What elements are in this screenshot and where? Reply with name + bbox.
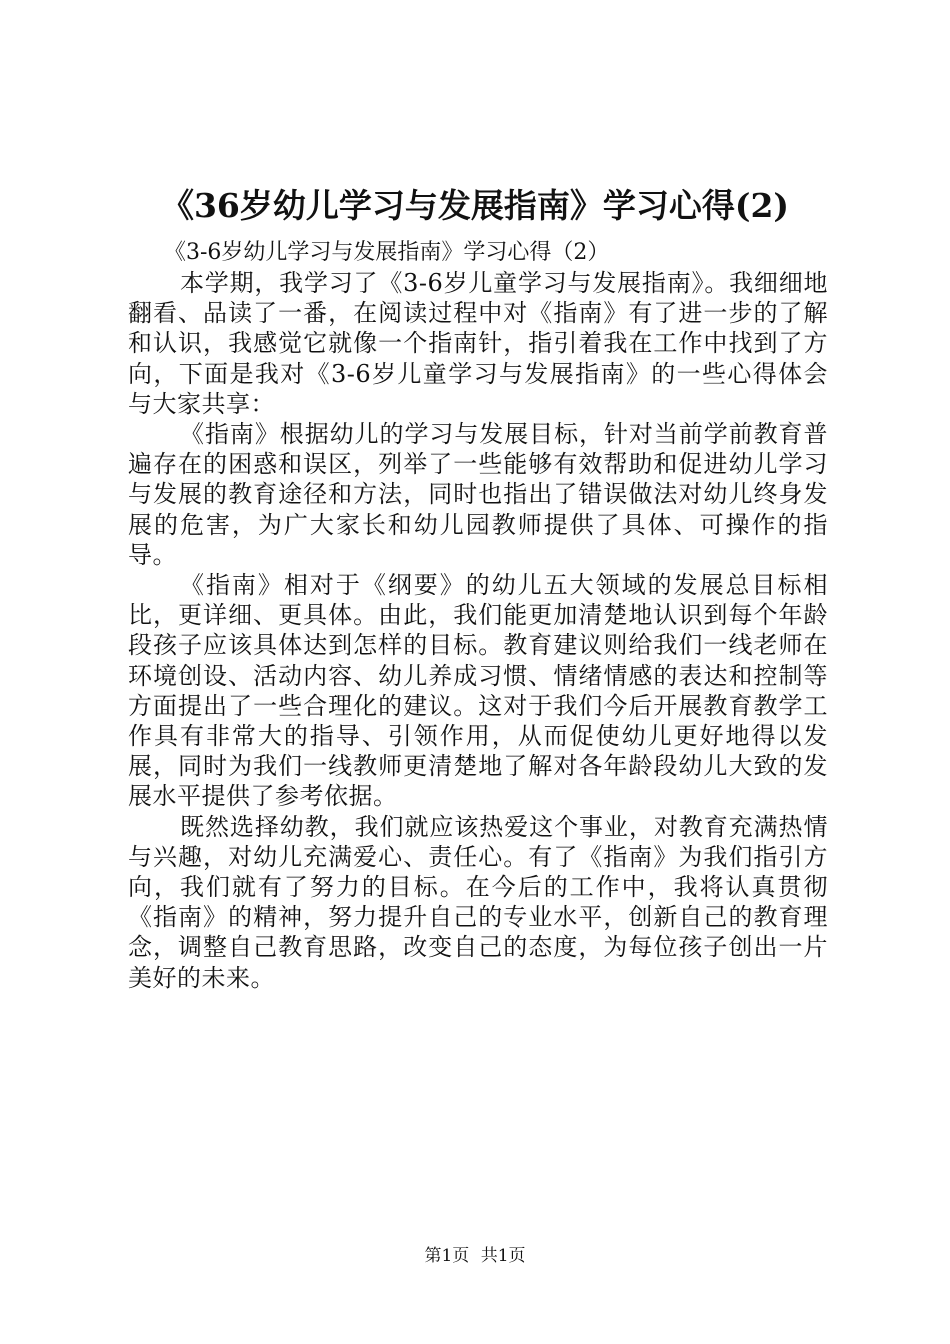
document-title: 《36岁幼儿学习与发展指南》学习心得(2) <box>160 186 790 225</box>
paragraph-1: 本学期，我学习了《3-6岁儿童学习与发展指南》。我细细地翻看、品读了一番，在阅读过程中对《指南》有了进一步的了解和认识，我感觉它就像一个指南针，指引着我在工作中找到了方向，下面是我对《3-6岁儿童学习与发展指南》的一些心得体会与大家共享： <box>128 269 828 418</box>
page-total: 共1页 <box>480 1246 526 1266</box>
paragraph-3: 《指南》相对于《纲要》的幼儿五大领域的发展总目标相比，更详细、更具体。由此，我们能更加清楚地认识到每个年龄段孩子应该具体达到怎样的目标。教育建议则给我们一线老师在环境创设、活动内容、幼儿养成习惯、情绪情感的表达和控制等方面提出了一些合理化的建议。这对于我们今后开展教育教学工作具有非常大的指导、引领作用，从而促使幼儿更好地得以发展，同时为我们一线教师更清楚地了解对各年龄段幼儿大致的发展水平提供了参考依据。 <box>128 571 828 811</box>
page-footer <box>0 1244 950 1268</box>
page-number: 第1页 <box>424 1246 470 1266</box>
document-subtitle: 《3-6岁幼儿学习与发展指南》学习心得（2） <box>164 240 610 265</box>
document-body <box>128 238 828 993</box>
paragraph-2: 《指南》根据幼儿的学习与发展目标，针对当前学前教育普遍存在的困惑和误区，列举了一些能够有效帮助和促进幼儿学习与发展的教育途径和方法，同时也指出了错误做法对幼儿终身发展的危害，为广大家长和幼儿园教师提供了具体、可操作的指导。 <box>128 420 828 569</box>
paragraph-4: 既然选择幼教，我们就应该热爱这个事业，对教育充满热情与兴趣，对幼儿充满爱心、责任心。有了《指南》为我们指引方向，我们就有了努力的目标。在今后的工作中，我将认真贯彻《指南》的精神，努力提升自己的专业水平，创新自己的教育理念，调整自己教育思路，改变自己的态度，为每位孩子创出一片美好的未来。 <box>128 812 828 992</box>
